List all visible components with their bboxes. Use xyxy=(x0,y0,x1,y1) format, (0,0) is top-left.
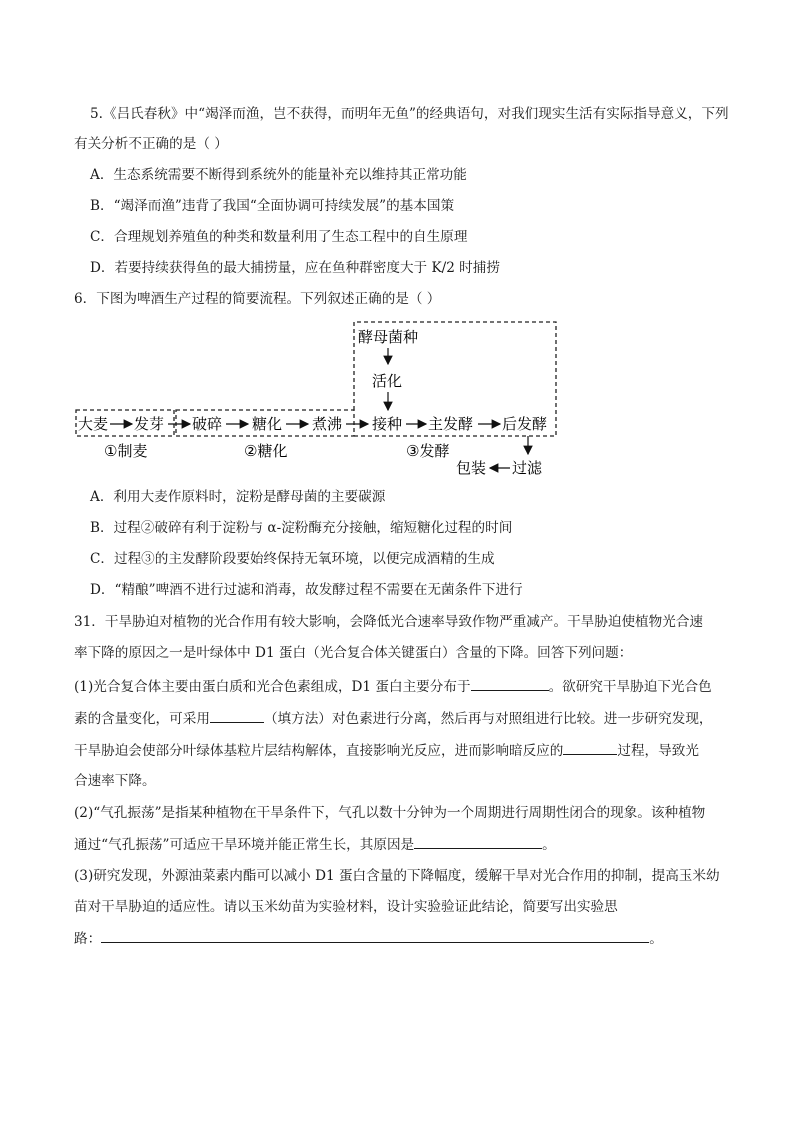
beer-process-diagram xyxy=(70,318,570,480)
q31-part1-line3 xyxy=(74,740,699,761)
step-inoculate: 接种 xyxy=(372,415,403,433)
step-boil: 煮沸 xyxy=(312,415,343,433)
q31-intro-line2: 率下降的原因之一是叶绿体中 D1 蛋白（光合复合体关键蛋白）含量的下降。回答下列问题： xyxy=(74,645,633,661)
answer-blank-2[interactable] xyxy=(210,708,264,723)
answer-blank-4[interactable] xyxy=(414,834,542,849)
step-saccharify: 糖化 xyxy=(252,415,283,433)
filter-label: 过滤 xyxy=(512,459,543,477)
step-germinate: 发芽 xyxy=(134,415,165,433)
q31-intro-line1: 31．干旱胁迫对植物的光合作用有较大影响，会降低光合速率导致作物严重减产。干旱胁迫使植物光合速 xyxy=(74,614,704,630)
activate-label: 活化 xyxy=(372,372,403,390)
stage-fermentation: ③发酵 xyxy=(406,442,450,460)
q31-part2-line2 xyxy=(74,834,556,855)
q31-part3-line3 xyxy=(74,928,663,949)
q31-part2-text-c: 。 xyxy=(542,837,556,853)
q6-option-d: D．“精酿”啤酒不进行过滤和消毒，故发酵过程不需要在无菌条件下进行 xyxy=(90,582,523,598)
q31-part1-line2 xyxy=(74,708,713,729)
stage-saccharification: ②糖化 xyxy=(244,442,288,460)
q5-option-c: C．合理规划养殖鱼的种类和数量利用了生态工程中的自生原理 xyxy=(90,229,468,245)
answer-blank-1[interactable] xyxy=(471,676,549,691)
q5-option-a: A．生态系统需要不断得到系统外的能量补充以维持其正常功能 xyxy=(90,167,467,183)
q5-option-b: B．“竭泽而渔”违背了我国“全面协调可持续发展”的基本国策 xyxy=(90,198,455,214)
q31-part1-text-f: 过程，导致光 xyxy=(617,743,699,759)
q5-stem-line2: 有关分析不正确的是（ ） xyxy=(74,136,228,152)
step-post-fermentation: 后发酵 xyxy=(502,415,548,433)
q31-part3-text-d: 。 xyxy=(649,931,663,947)
yeast-label: 酵母菌种 xyxy=(358,328,419,346)
package-label: 包装 xyxy=(456,459,487,477)
step-barley: 大麦 xyxy=(78,415,109,433)
q5-option-d: D．若要持续获得鱼的最大捕捞量，应在鱼种群密度大于 K/2 时捕捞 xyxy=(90,260,500,276)
q31-part3-text-c: 路： xyxy=(74,931,102,947)
q6-option-a: A．利用大麦作原料时，淀粉是酵母菌的主要碳源 xyxy=(90,489,386,505)
q6-stem: 6．下图为啤酒生产过程的简要流程。下列叙述正确的是（ ） xyxy=(74,291,441,307)
q6-option-c: C．过程③的主发酵阶段要始终保持无氧环境，以便完成酒精的生成 xyxy=(90,551,495,567)
q31-part2-text-b: 通过“气孔振荡”可适应干旱环境并能正常生长，其原因是 xyxy=(74,837,415,853)
q31-part1-line1 xyxy=(74,676,712,697)
q31-part1-text-a: (1)光合复合体主要由蛋白质和光合色素组成，D1 蛋白主要分布于 xyxy=(74,679,471,695)
q31-part1-line4: 合速率下降。 xyxy=(74,773,156,789)
answer-blank-5[interactable] xyxy=(101,928,649,943)
q31-part2-line1: (2)“气孔振荡”是指某种植物在干旱条件下，气孔以数十分钟为一个周期进行周期性闭合的现象。该种植物 xyxy=(74,805,706,821)
step-crush: 破碎 xyxy=(192,415,223,433)
q5-stem-line1: 5.《吕氏春秋》中“竭泽而渔，岂不获得，而明年无鱼”的经典语句，对我们现实生活有实际指导意义，下列 xyxy=(90,106,729,122)
stage-malting: ①制麦 xyxy=(104,442,148,460)
q31-part1-text-d: （填方法）对色素进行分离，然后再与对照组进行比较。进一步研究发现， xyxy=(263,711,713,727)
q6-option-b: B．过程②破碎有利于淀粉与 α-淀粉酶充分接触，缩短糖化过程的时间 xyxy=(90,520,513,536)
q31-part1-text-b: 。欲研究干旱胁迫下光合色 xyxy=(548,679,712,695)
step-main-fermentation: 主发酵 xyxy=(428,415,474,433)
q31-part3-line1: (3)研究发现，外源油菜素内酯可以减小 D1 蛋白含量的下降幅度，缓解干旱对光合作用的抑制，提高玉米幼 xyxy=(74,868,720,884)
answer-blank-3[interactable] xyxy=(563,740,617,755)
q31-part1-text-e: 干旱胁迫会使部分叶绿体基粒片层结构解体，直接影响光反应，进而影响暗反应的 xyxy=(74,743,564,759)
q31-part1-text-c: 素的含量变化，可采用 xyxy=(74,711,210,727)
q31-part3-line2: 苗对干旱胁迫的适应性。请以玉米幼苗为实验材料，设计实验验证此结论，简要写出实验思 xyxy=(74,899,618,915)
